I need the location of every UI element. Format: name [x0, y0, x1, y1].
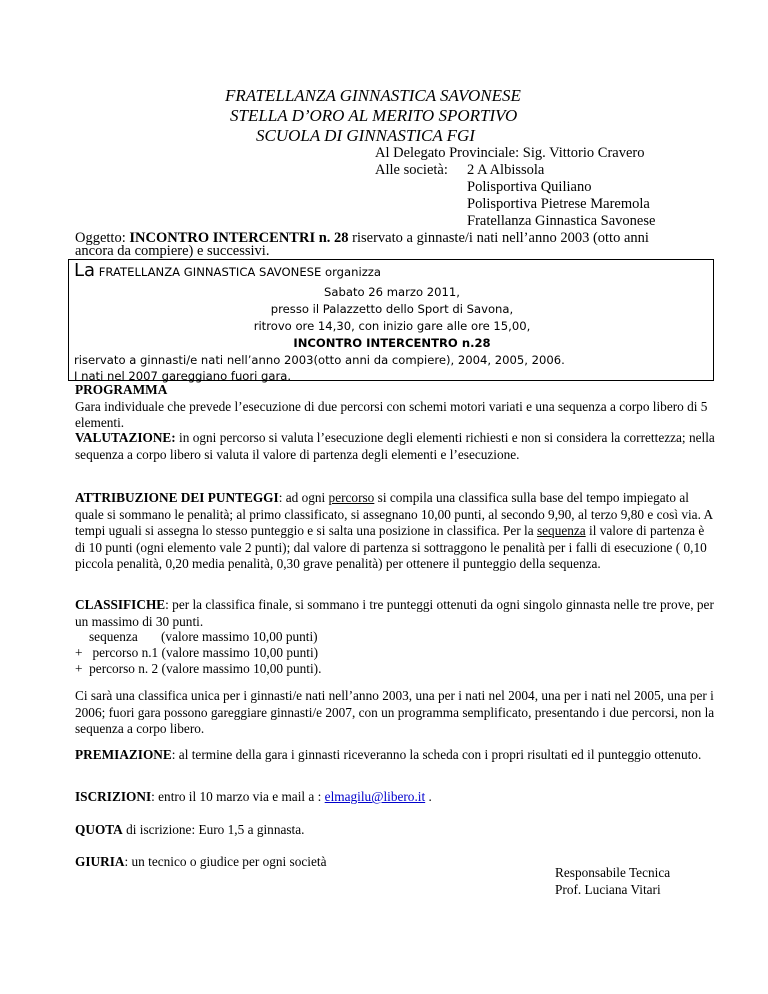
iscrizioni-end: . [425, 789, 432, 804]
iscrizioni-section [75, 789, 715, 806]
classifiche-item: + percorso n. 2 (valore massimo 10,00 punti). [75, 661, 322, 676]
society-item: Fratellanza Ginnastica Savonese [467, 213, 656, 229]
event-date: Sabato 26 marzo 2011, [324, 285, 460, 299]
societies-label: Alle società: [375, 162, 448, 178]
iscrizioni-text: : entro il 10 marzo via e mail a : [151, 789, 325, 804]
organizer-text: FRATELLANZA GINNASTICA SAVONESE organizza [95, 265, 381, 279]
classifiche-title: CLASSIFICHE [75, 597, 166, 612]
attribuzione-text: si compila una classifica sulla base del tempo impiegato al quale si sommano le penalità; al primo classificato, si assegnano 10,00 punti, al secondo 9,90, al terzo 9,80 e così via. A tempi uguali si assegna lo stesso punteggio e si salta una posizione in classifica. Per la [75, 490, 713, 538]
event-title: INCONTRO INTERCENTRO n.28 [293, 336, 491, 350]
subject-label: Oggetto: [75, 230, 126, 246]
iscrizioni-title: ISCRIZIONI [75, 789, 152, 804]
org-name: FRATELLANZA GINNASTICA SAVONESE [225, 86, 521, 105]
programma-section [75, 382, 715, 432]
valutazione-section [75, 430, 715, 463]
org-award: STELLA D’ORO AL MERITO SPORTIVO [230, 106, 518, 125]
organizer-line [74, 260, 381, 281]
quota-title: QUOTA [75, 822, 123, 837]
classifiche-item: + percorso n.1 (valore massimo 10,00 punti) [75, 645, 319, 660]
signature-name: Prof. Luciana Vitari [555, 882, 661, 897]
giuria-text: : un tecnico o giudice per ogni società [124, 854, 327, 869]
programma-text: Gara individuale che prevede l’esecuzione di due percorsi con schemi motori variati e una sequenza a corpo libero di 5 elementi. [75, 398, 708, 430]
premiazione-section [75, 747, 715, 764]
attribuzione-section [75, 490, 715, 573]
premiazione-text: : al termine della gara i ginnasti riceveranno la scheda con i propri risultati ed il punteggio ottenuto. [171, 747, 702, 762]
event-outside: I nati nel 2007 gareggiano fuori gara. [74, 369, 292, 383]
event-time: ritrovo ore 14,30, con inizio gare alle ore 15,00, [253, 319, 531, 333]
attribuzione-text: : ad ogni [278, 490, 329, 505]
percorso-underlined: percorso [328, 490, 375, 505]
classifiche-item: sequenza (valore massimo 10,00 punti) [89, 629, 318, 644]
signature-role: Responsabile Tecnica [555, 865, 671, 880]
society-item: Polisportiva Pietrese Maremola [467, 196, 650, 212]
categorie-section: Ci sarà una classifica unica per i ginnasti/e nati nell’anno 2003, una per i nati nel 2004, una per i nati nel 2005, una per i 2006; fuori gara possono gareggiare ginnasti/e 2007, con un programma semplificato, presentando i due percorsi, non la sequenza a corpo libero. [75, 688, 715, 736]
org-school: SCUOLA DI GINNASTICA FGI [256, 126, 475, 145]
valutazione-text: in ogni percorso si valuta l’esecuzione degli elementi richiesti e non si considera la correttezza; nella sequenza a corpo libero si valuta il valore di partenza degli elementi e l’esecuzione. [75, 430, 715, 462]
quota-section [75, 822, 715, 839]
classifiche-section [75, 597, 715, 630]
premiazione-title: PREMIAZIONE [75, 747, 172, 762]
programma-title: PROGRAMMA [75, 382, 168, 397]
email-link[interactable]: elmagilu@libero.it [324, 789, 426, 804]
subject-text: riservato a ginnaste/i nati nell’anno 2003 (otto anni [348, 230, 649, 246]
society-item: Polisportiva Quiliano [467, 179, 592, 195]
event-reserved: riservato a ginnasti/e nati nell’anno 2003(otto anni da compiere), 2004, 2005, 2006. [74, 353, 565, 367]
giuria-title: GIURIA [75, 854, 125, 869]
subject-title: INCONTRO INTERCENTRI n. 28 [129, 230, 349, 246]
subject-line-2: ancora da compiere) e successivi. [75, 243, 270, 259]
attribuzione-text: il valore di partenza è di 10 punti (ogni elemento vale 2 punti); dal valore di partenza si sottraggono le penalità per i falli di esecuzione ( 0,10 piccola penalità, 0,20 media penalità, 0,30 grave penalità) per ottenere il punteggio della sequenza. [75, 523, 707, 571]
attribuzione-title: ATTRIBUZIONE DEI PUNTEGGI [75, 490, 279, 505]
quota-text: di iscrizione: Euro 1,5 a ginnasta. [122, 822, 305, 837]
event-place: presso il Palazzetto dello Sport di Savona, [270, 302, 514, 316]
delegate-line: Al Delegato Provinciale: Sig. Vittorio Cravero [375, 145, 645, 161]
sequenza-underlined: sequenza [536, 523, 586, 538]
classifiche-text: : per la classifica finale, si sommano i tre punteggi ottenuti da ogni singolo ginnasta nelle tre prove, per un massimo di 30 punti. [75, 597, 714, 629]
la-word: La [74, 260, 96, 281]
valutazione-title: VALUTAZIONE: [75, 430, 176, 445]
event-box [68, 259, 714, 381]
society-item: 2 A Albissola [467, 162, 545, 178]
